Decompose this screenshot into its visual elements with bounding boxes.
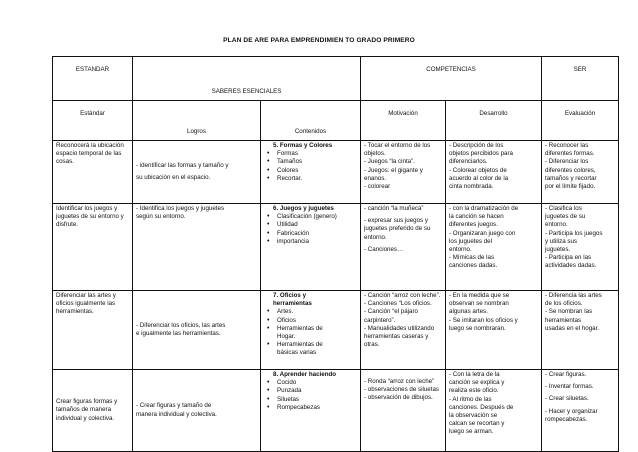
list-item: • Fabricación: [264, 230, 357, 238]
list-item: • Oficios: [264, 317, 357, 325]
contenidos-cell: 7. Oficios y herramientas • Artes. • Oficios • Herramientas de Hogar. • Herramientas de básicas varias: [261, 291, 361, 370]
motivacion-cell: - Tocar el entorno de los objetos. - Juegos “la cinta”. - Juegos: el gigante y enanos. - colorear: [361, 141, 446, 204]
list-item: • Rompecabezas: [264, 404, 357, 412]
contenidos-cell: 6. Juegos y juguetes • Clasificación (genero) • Utilidad • Fabricación • importancia: [261, 204, 361, 291]
header-saberes: SABERES ESENCIALES: [133, 57, 361, 101]
list-item: • Colores: [264, 167, 357, 175]
list-item: • Herramientas de Hogar.: [264, 325, 357, 341]
list-item: • Formas: [264, 150, 357, 158]
plan-table: [52, 56, 619, 452]
logros-cell: - Crear figuras y tamaño de manera individual y colectiva.: [133, 370, 261, 452]
list-item: • Artes.: [264, 308, 357, 316]
desarrollo-cell: - Descripción de los objetos percibidos para diferenciarlos. - Colorear objetos de acuerdo al color de la cinta nombrada.: [446, 141, 542, 204]
logros-cell: - Identifica los juegos y juguetes según su entorno.: [133, 204, 261, 291]
contenidos-cell: 5. Formas y Colores • Formas • Tamaños • Colores • Recortar.: [261, 141, 361, 204]
motivacion-cell: - Ronda “arroz con leche” - observaciones de siluetas - observación de dibujos.: [361, 370, 446, 452]
list-item: • Clasificación (genero): [264, 213, 357, 221]
estandar-cell: Diferenciar las artes y oficios igualmente las herramientas.: [53, 291, 133, 370]
table-row: [53, 141, 619, 204]
motivacion-cell: - Canción “arroz con leche”. - Canciones “Los oficios. - Canción “el pájaro carpintero”. - Manualidades utilizando herramientas caseras y otras.: [361, 291, 446, 370]
header-competencias: COMPETENCIAS: [361, 57, 542, 101]
list-item: • Tamaños: [264, 158, 357, 166]
header-row-main: [53, 57, 619, 101]
header-estandar: ESTANDAR: [53, 57, 133, 101]
motivacion-cell: - canción “la muñeca” - expresar sus juegos y juguetes preferido de su entorno. - Canciones…: [361, 204, 446, 291]
header-contenidos: Contenidos: [261, 101, 361, 141]
estandar-cell: Crear figuras formas y tamaños de manera individual y colectiva.: [53, 370, 133, 452]
list-item: • Herramientas de básicas varias: [264, 341, 357, 357]
list-item: • Cocido: [264, 379, 357, 387]
list-item: • Punzada: [264, 387, 357, 395]
estandar-cell: Reconocerá la ubicación espacio temporal de las cosas.: [53, 141, 133, 204]
evaluacion-cell: - Crear figuras. - Inventar formas. - Crear siluetas. - Hacer y organizar rompecabezas.: [542, 370, 619, 452]
table-row: [53, 291, 619, 370]
evaluacion-cell: - Reconocer las diferentes formas. - Diferenciar los diferentes colores, tamaños y recortar por el límite fijado.: [542, 141, 619, 204]
header-motivacion: Motivación: [361, 101, 446, 141]
logros-cell: - identificar las formas y tamaño y su ubicación en el espacio.: [133, 141, 261, 204]
header-evaluacion: Evaluación: [542, 101, 619, 141]
header-estandar-sub: Estándar: [53, 101, 133, 141]
desarrollo-cell: - En la medida que se observan se nombran algunas artes. - Se imitaran los oficios y luego se nombraran.: [446, 291, 542, 370]
header-row-sub: [53, 101, 619, 141]
list-item: • Recortar.: [264, 175, 357, 183]
table-row: [53, 370, 619, 452]
desarrollo-cell: - con la dramatización de la canción se hacen diferentes juegos. - Organizaran juego con los juguetes del entorno. - Mímicas de las canciones dadas.: [446, 204, 542, 291]
list-item: • importancia: [264, 238, 357, 246]
desarrollo-cell: - Con la letra de la canción se explica y realiza este oficio. - Al ritmo de las canciones. Después de la observación se calcan se recortan y luego se arman.: [446, 370, 542, 452]
header-ser: SER: [542, 57, 619, 101]
header-desarrollo: Desarrollo: [446, 101, 542, 141]
logros-cell: - Diferenciar los oficios, las artes e igualmente las herramientas.: [133, 291, 261, 370]
evaluacion-cell: - Diferencia las artes de los oficios. - Se nombran las herramientas usadas en el hogar.: [542, 291, 619, 370]
list-item: • Utilidad: [264, 221, 357, 229]
contenidos-cell: 8. Aprender haciendo • Cocido • Punzada • Siluetas • Rompecabezas: [261, 370, 361, 452]
list-item: • Siluetas: [264, 396, 357, 404]
document-title: PLAN DE ARE PARA EMPRENDIMIEN TO GRADO PRIMERO: [223, 37, 415, 44]
estandar-cell: Identificar los juegos y juguetes de su entorno y disfrute.: [53, 204, 133, 291]
header-logros: Logros: [133, 101, 261, 141]
table-row: [53, 204, 619, 291]
evaluacion-cell: - Clasifica los juguetes de su entorno. - Participa los juegos y utiliza sus juguetes. - Participa en las actividades dadas.: [542, 204, 619, 291]
